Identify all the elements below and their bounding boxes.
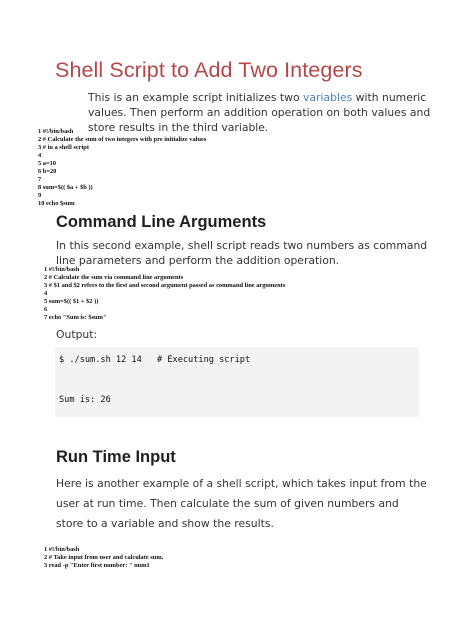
code-line: 7 <box>38 176 42 183</box>
output-comment: # Executing script <box>157 355 251 365</box>
code-line: 8 sum=$(( $a + $b )) <box>38 184 93 191</box>
intro-text-after: with numeric values. Then perform an addition operation on both values and store results in the third variable. <box>88 91 431 134</box>
code-line: 5 sum=$(( $1 + $2 )) <box>44 298 99 305</box>
code-line: 5 a=10 <box>38 160 57 167</box>
code-line: 2 # Take input from user and calculate sum. <box>44 554 164 561</box>
code-line: 1 #!/bin/bash <box>44 546 80 553</box>
section-heading-run-time-input: Run Time Input <box>56 448 176 466</box>
section-2-paragraph: In this second example, shell script reads two numbers as command line parameters and perform the addition operation. <box>56 239 428 267</box>
code-line: 4 <box>38 152 42 159</box>
output-label: Output: <box>56 328 98 341</box>
code-line: 6 <box>44 306 48 313</box>
section-heading-command-line: Command Line Arguments <box>56 213 267 231</box>
code-line: 3 # in a shell script <box>38 144 89 151</box>
variables-link[interactable]: variables <box>303 91 353 104</box>
page-title: Shell Script to Add Two Integers <box>55 58 363 82</box>
code-line: 2 # Calculate the sum of two integers with pre initialize values <box>38 136 207 143</box>
script-2 <box>44 266 285 322</box>
code-line: 1 #!/bin/bash <box>44 266 80 273</box>
section-3-paragraph: Here is another example of a shell script, which takes input from the user at run time. Then calculate the sum of given numbers and store to a variable and show the results. <box>56 477 427 530</box>
code-line: 3 # $1 and $2 refers to the first and second argument passed as command line arguments <box>44 282 286 289</box>
code-line: 3 read -p "Enter first number: " num1 <box>44 562 150 569</box>
code-line: 7 echo "Sum is: $sum" <box>44 314 107 321</box>
code-line: 1 #!/bin/bash <box>38 128 74 135</box>
code-line: 10 echo $sum <box>38 200 75 207</box>
output-result: Sum is: 26 <box>59 395 111 405</box>
code-line: 4 <box>44 290 48 297</box>
script-1 <box>38 128 206 208</box>
code-line: 2 # Calculate the sum via command line arguments <box>44 274 184 281</box>
code-line: 6 b=20 <box>38 168 57 175</box>
output-box <box>55 347 419 417</box>
script-3 <box>44 546 163 570</box>
intro-text-before: This is an example script initializes two <box>88 91 304 104</box>
code-line: 9 <box>38 192 42 199</box>
output-command: $ ./sum.sh 12 14 <box>59 355 142 365</box>
